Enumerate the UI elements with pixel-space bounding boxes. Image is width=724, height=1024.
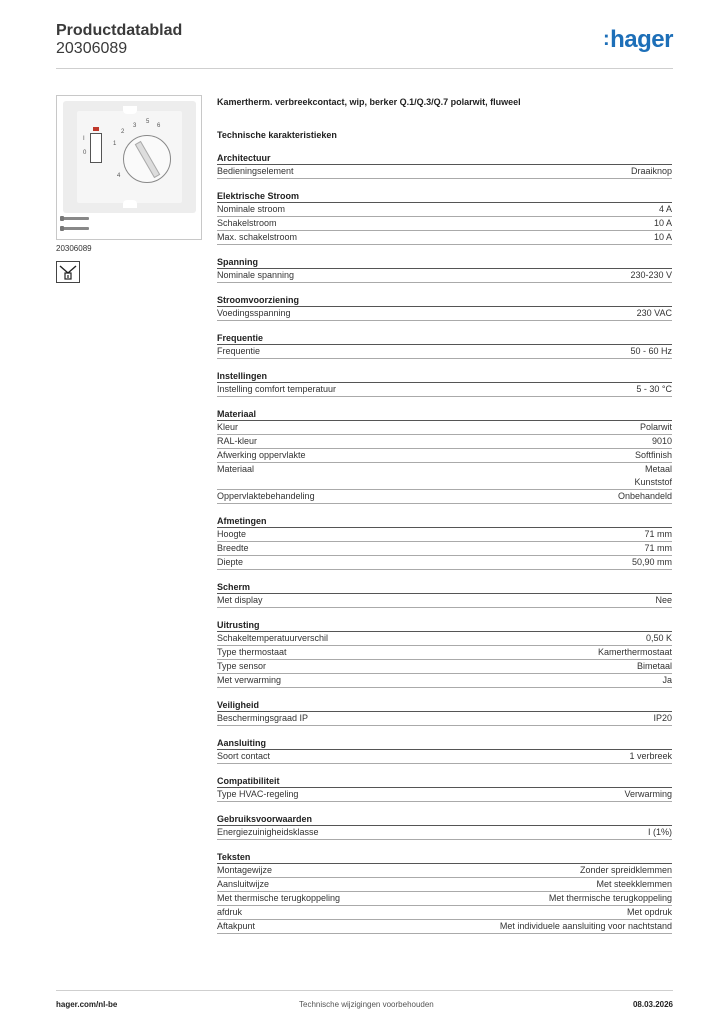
- spec-value: [618, 490, 672, 503]
- spec-row: [217, 528, 672, 542]
- spec-value: [652, 435, 672, 448]
- spec-value-line: Kunststof: [634, 477, 672, 487]
- section-title: Gebruiksvoorwaarden: [217, 813, 672, 826]
- spec-label: Beschermingsgraad IP: [217, 713, 309, 723]
- section-title: Instellingen: [217, 370, 672, 383]
- rocker-switch: [83, 133, 102, 163]
- spec-value: [580, 864, 672, 877]
- spec-value-line: Polarwit: [639, 422, 672, 432]
- spec-label: Afwerking oppervlakte: [217, 450, 306, 460]
- spec-label: Aftakpunt: [217, 921, 256, 931]
- product-title: Kamertherm. verbreekcontact, wip, berker Q.1/Q.3/Q.7 polarwit, fluweel: [217, 97, 521, 107]
- spec-section: [217, 190, 672, 245]
- spec-row: [217, 556, 672, 570]
- product-image-column: [56, 95, 202, 283]
- spec-label: Type sensor: [217, 661, 267, 671]
- spec-label: Schakeltemperatuurverschil: [217, 633, 329, 643]
- spec-row: [217, 826, 672, 840]
- spec-label: Nominale stroom: [217, 204, 286, 214]
- spec-label: Type HVAC-regeling: [217, 789, 299, 799]
- spec-value: [500, 920, 672, 933]
- spec-value: [636, 383, 672, 396]
- spec-row: [217, 660, 672, 674]
- spec-section: [217, 851, 672, 934]
- spec-value: [644, 542, 672, 555]
- spec-label: Oppervlaktebehandeling: [217, 491, 315, 501]
- spec-value: [659, 203, 672, 216]
- spec-value: [646, 632, 672, 645]
- logo-text: hager: [610, 26, 673, 53]
- spec-label: Kleur: [217, 422, 239, 432]
- spec-section: [217, 370, 672, 397]
- spec-label: RAL-kleur: [217, 436, 258, 446]
- spec-value-line: 10 A: [653, 218, 672, 228]
- screw-icon: [63, 217, 89, 220]
- spec-row: [217, 165, 672, 179]
- spec-value-line: 10 A: [653, 232, 672, 242]
- spec-value-line: IP20: [653, 713, 672, 723]
- spec-row: [217, 217, 672, 231]
- thermostat-insert: [77, 111, 182, 203]
- spec-value: [624, 788, 672, 801]
- spec-sections: [217, 152, 672, 934]
- spec-row: [217, 542, 672, 556]
- spec-value: [640, 421, 672, 434]
- spec-label: Breedte: [217, 543, 249, 553]
- image-caption: 20306089: [56, 244, 92, 253]
- spec-value-line: Met opdruk: [626, 907, 672, 917]
- spec-label: Met display: [217, 595, 263, 605]
- spec-label: Schakelstroom: [217, 218, 277, 228]
- spec-label: Met verwarming: [217, 675, 282, 685]
- spec-row: [217, 594, 672, 608]
- spec-section: [217, 152, 672, 179]
- spec-section: [217, 256, 672, 283]
- section-title: Veiligheid: [217, 699, 672, 712]
- section-title: Elektrische Stroom: [217, 190, 672, 203]
- spec-section: [217, 619, 672, 688]
- page-header: [56, 22, 673, 69]
- spec-value: [662, 674, 672, 687]
- spec-label: Bedieningselement: [217, 166, 294, 176]
- spec-row: [217, 920, 672, 934]
- spec-value: [627, 906, 672, 919]
- spec-value-line: 50,90 mm: [631, 557, 672, 567]
- spec-value: [648, 826, 672, 839]
- spec-row: [217, 463, 672, 490]
- spec-row: [217, 750, 672, 764]
- spec-row: [217, 490, 672, 504]
- spec-section: [217, 775, 672, 802]
- installation-symbol-graphic: [57, 262, 79, 282]
- spec-value-line: Metaal: [644, 464, 672, 474]
- installation-symbol-icon: [56, 261, 80, 283]
- switch-label-off: 0: [83, 150, 87, 156]
- spec-value: [655, 594, 672, 607]
- temperature-knob: [123, 135, 171, 183]
- spec-row: [217, 712, 672, 726]
- spec-value-line: Met thermische terugkoppeling: [548, 893, 672, 903]
- spec-value-line: 71 mm: [644, 543, 672, 553]
- spec-value-line: 1 verbreek: [629, 751, 672, 761]
- spec-row: [217, 674, 672, 688]
- spec-label: Type thermostaat: [217, 647, 287, 657]
- spec-label: afdruk: [217, 907, 243, 917]
- scale-mark: 6: [157, 123, 161, 129]
- spec-value: [635, 449, 672, 462]
- spec-value-line: Softfinish: [634, 450, 672, 460]
- section-title: Uitrusting: [217, 619, 672, 632]
- spec-value: [637, 660, 672, 673]
- spec-value-line: Zonder spreidklemmen: [579, 865, 672, 875]
- spec-label: Hoogte: [217, 529, 247, 539]
- spec-value: [631, 165, 672, 178]
- spec-row: [217, 345, 672, 359]
- spec-label: Materiaal: [217, 464, 255, 474]
- spec-value-line: Nee: [655, 595, 672, 605]
- spec-label: Frequentie: [217, 346, 261, 356]
- spec-value: [630, 269, 672, 282]
- page-footer: [56, 990, 673, 1017]
- spec-row: [217, 307, 672, 321]
- spec-value: [630, 345, 672, 358]
- spec-row: [217, 892, 672, 906]
- scale-mark: 5: [146, 119, 150, 125]
- section-title: Teksten: [217, 851, 672, 864]
- product-image: [56, 95, 202, 240]
- knob-grip: [135, 141, 161, 178]
- spec-value: [654, 217, 672, 230]
- indicator-led: [93, 127, 99, 131]
- spec-value: [634, 463, 672, 489]
- spec-value-line: 5 - 30 °C: [636, 384, 672, 394]
- scale-mark: 3: [133, 123, 137, 129]
- footer-website[interactable]: hager.com/nl-be: [56, 1000, 118, 1009]
- specification-column: [217, 95, 672, 934]
- section-title: Scherm: [217, 581, 672, 594]
- spec-row: [217, 864, 672, 878]
- technical-characteristics-title: Technische karakteristieken: [217, 130, 337, 140]
- spec-label: Max. schakelstroom: [217, 232, 298, 242]
- spec-row: [217, 906, 672, 920]
- spec-label: Diepte: [217, 557, 244, 567]
- footer-date: 08.03.2026: [632, 1000, 673, 1009]
- spec-value-line: 4 A: [658, 204, 672, 214]
- spec-section: [217, 699, 672, 726]
- spec-value: [596, 878, 672, 891]
- section-title: Frequentie: [217, 332, 672, 345]
- spec-row: [217, 231, 672, 245]
- spec-label: Voedingsspanning: [217, 308, 291, 318]
- spec-row: [217, 383, 672, 397]
- spec-value: [654, 231, 672, 244]
- spec-label: Met thermische terugkoppeling: [217, 893, 341, 903]
- scale-mark: 4: [117, 173, 121, 179]
- spec-label: Soort contact: [217, 751, 271, 761]
- spec-label: Instelling comfort temperatuur: [217, 384, 337, 394]
- spec-label: Montagewijze: [217, 865, 273, 875]
- document-number: 20306089: [56, 40, 128, 57]
- spec-value-line: Ja: [662, 675, 672, 685]
- spec-value-line: Draaiknop: [630, 166, 672, 176]
- switch-label-on: I: [83, 136, 85, 142]
- spec-value-line: Onbehandeld: [617, 491, 672, 501]
- section-title: Architectuur: [217, 152, 672, 165]
- spec-section: [217, 408, 672, 504]
- section-title: Stroomvoorziening: [217, 294, 672, 307]
- spec-value-line: 50 - 60 Hz: [630, 346, 672, 356]
- scale-mark: 2: [121, 129, 125, 135]
- spec-row: [217, 269, 672, 283]
- spec-row: [217, 632, 672, 646]
- section-title: Spanning: [217, 256, 672, 269]
- plate-notch-top: [123, 106, 137, 114]
- spec-value-line: 9010: [651, 436, 672, 446]
- spec-value-line: I (1%): [647, 827, 672, 837]
- spec-value: [629, 750, 672, 763]
- spec-row: [217, 435, 672, 449]
- plate-notch-bottom: [123, 200, 137, 208]
- section-title: Compatibiliteit: [217, 775, 672, 788]
- spec-row: [217, 449, 672, 463]
- section-title: Aansluiting: [217, 737, 672, 750]
- section-title: Materiaal: [217, 408, 672, 421]
- spec-section: [217, 581, 672, 608]
- spec-value-line: Kamerthermostaat: [597, 647, 672, 657]
- section-title: Afmetingen: [217, 515, 672, 528]
- footer-disclaimer: Technische wijzigingen voorbehouden: [299, 1000, 434, 1009]
- spec-label: Energiezuinigheidsklasse: [217, 827, 319, 837]
- spec-row: [217, 646, 672, 660]
- hager-logo: :hager: [602, 26, 673, 53]
- spec-value-line: 0,50 K: [645, 633, 672, 643]
- spec-value-line: Verwarming: [624, 789, 672, 799]
- spec-value: [549, 892, 672, 905]
- spec-value: [637, 307, 672, 320]
- spec-value-line: 230-230 V: [630, 270, 672, 280]
- spec-value-line: Bimetaal: [636, 661, 672, 671]
- spec-section: [217, 294, 672, 321]
- spec-value: [644, 528, 672, 541]
- spec-section: [217, 332, 672, 359]
- spec-section: [217, 813, 672, 840]
- spec-label: Nominale spanning: [217, 270, 295, 280]
- spec-row: [217, 203, 672, 217]
- spec-section: [217, 515, 672, 570]
- spec-value-line: Met steekklemmen: [596, 879, 672, 889]
- cover-plate: [63, 101, 196, 213]
- screw-icon: [63, 227, 89, 230]
- spec-label: Aansluitwijze: [217, 879, 270, 889]
- spec-value-line: 71 mm: [644, 529, 672, 539]
- spec-value-line: Met individuele aansluiting voor nachtstand: [499, 921, 672, 931]
- spec-row: [217, 421, 672, 435]
- spec-row: [217, 788, 672, 802]
- document-title: Productdatablad: [56, 22, 183, 39]
- spec-row: [217, 878, 672, 892]
- spec-section: [217, 737, 672, 764]
- spec-value: [632, 556, 672, 569]
- spec-value: [598, 646, 672, 659]
- spec-value: [653, 712, 672, 725]
- spec-value-line: 230 VAC: [636, 308, 672, 318]
- scale-mark: 1: [113, 141, 117, 147]
